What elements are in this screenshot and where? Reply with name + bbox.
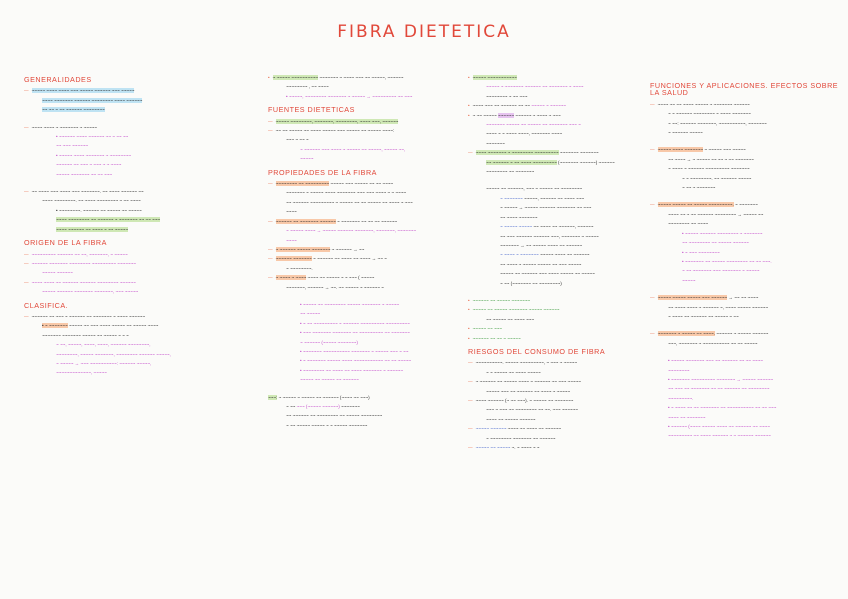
note-line: ~~~ ~ ~~ ~ — [286, 137, 309, 143]
note-line: ~~~~~ ~~ ~~~~~~ ~~~ ~~~~ ~~~~~ ~~ ~~~~~ — [500, 271, 595, 277]
note-line: ~~~~~~~~ ~ ~~ ~~~ — [486, 93, 528, 99]
note-line: — ~~~~~~ ~~ ~~~ ~ ~~~~~~ ~~ ~~~~~~~ ~ ~~~~ ~~~~~~ — [24, 313, 146, 319]
note-line: — ~ ~~~~ ~ ~~~~ ~~~~ ~~ ~~~~~ ~ ~ ~~~ ( ~~~~~ — [268, 275, 375, 281]
note-line: ~ ~~ (~~~~~~~ ~~ ~~~~~~~~) — [500, 280, 562, 286]
note-line: ~~~~~ — [300, 156, 314, 162]
note-line: ~~~~~~~~ ~~ ~~~~ — [668, 221, 709, 227]
note-line: ~~~~~ ~~~~~~ ~~~~~~~ ~~~~~~~, ~~~ ~~~~~ — [42, 289, 139, 295]
note-line: ~ ~~, ~~~~~, ~~~~, ~~~~, ~~~~~~ ~~~~~~~~, — [56, 342, 151, 348]
note-line: — ~~~~~~~ ~ ~~~~~ ~~ ~~~~. ~~~~~~ ~ ~~~~~ ~~~~~~ — [650, 331, 769, 337]
section-heading-clasifica: CLASIFICA. — [24, 300, 69, 310]
note-line: ~ ~~~~~~~~ ~~~~~~~ ~~ ~~~~~~ — [486, 435, 556, 441]
note-line: • ~ ~~~~ ~~ ~~ ~~~~~~~ ~~ ~~~~~~~~~~ ~~ ~~ ~~~ — [668, 405, 777, 411]
note-line: ~~ ~~~~ ~ ~~~~~ ~~~~~ ~~ ~~~ ~~~~~ — [500, 261, 582, 267]
note-line: — ~~~~ ~~ ~~ ~~~~ ~~~~~ ~ ~~~~~~~ ~~~~~~ — [650, 101, 750, 107]
note-line: — ~~~~~~ ~~~~~~~ ~~~~~~~~ ~~~~~~~~~ ~~~~~~~ — [24, 260, 136, 266]
note-line: • ~ ~~~~~ ~~~~~~~~~~ ~~~~~~~ ~ ~~~~ ~~~ ~~ ~~~~~, ~~~~~~ — [268, 75, 404, 80]
note-line: — ~~~~~~~~ ~~ ~~~~~~~~~ ~~~~~ ~~~ ~~~~~ ~~ ~~ ~~~~ — [268, 181, 394, 187]
note-line: ~~ ~~~~~~ ~~ ~~~~~~~~ ~~ ~~~~~ ~~~~~~~~ — [286, 413, 383, 419]
note-line: ~~ ~~~~~~ ~~~~~~~~~ ~ ~~~~~ ~~ ~~ ~~~~~ ~~ ~~~~ ~ ~~~ — [286, 199, 413, 205]
note-line: ~ ~~~~~~ ~~~~~ — [668, 130, 703, 136]
note-line: ~~~~~ ~ ~~~~~~~ ~~~~~~ ~~ ~~~~~~~ ~ ~~~~ — [486, 84, 584, 90]
note-line: • ~ ~~~ ~~~~~~~~ — [682, 249, 720, 255]
column-1 — [24, 70, 244, 379]
note-line: ~~~~ ~ ~ ~~~~ ~~~~, ~~~~~~~ ~~~~ — [486, 131, 563, 137]
note-line: ~~ ~~~~~ ~~ ~~~~ ~~~ — [486, 316, 535, 322]
note-line: ~~~~~~~~~ ~~ ~~~~ ~~~~~~ ~ ~ ~~~~~~ ~~~~~~ — [668, 433, 771, 439]
section-heading-generalidades: GENERALIDADES — [24, 75, 92, 84]
note-line: ~~ ~~~~ ~~~~~~~ — [500, 214, 538, 220]
note-line: ~~~~~ ~~~~~~~ ~~ ~~ ~~~ — [56, 171, 113, 177]
note-line: ~ ~~~~~ ~~~~~ ~~ ~~~~ ~~ ~~~~~~, ~~~~~~ — [500, 224, 594, 230]
note-line: ~~~ ~ ~~~ ~~ ~~~~~~~~ ~~ ~~. ~~~ ~~~~~~ — [486, 407, 578, 413]
note-line: ~~~~~~~ ~~~~~ ~~ ~~~~~ ~~ ~~~~~~~ ~~~ ~ — [486, 122, 581, 128]
section-heading-fuentes: FUENTES DIETETICAS — [268, 105, 355, 115]
column-2 — [268, 72, 468, 431]
note-line: — ~ ~~~~~~ ~~ ~~~~~ ~~~~ ~ ~~~~~~ ~~ ~~~ ~~~~~ — [468, 379, 581, 385]
note-line: — ~~~~ ~~~~~~~ ~ ~~~~~~~~ ~~~~~~~~~ ~~~~~~~ ~~~~~~~ — [468, 150, 599, 156]
note-line: ~~~~~ ~~~~~~ — [42, 270, 73, 276]
note-line: • ~~~~~ ~~ ~~~~~~~~ ~~~~~ ~~~~~~~ ~ ~~~~~ — [300, 301, 400, 307]
note-line: • ~ ~~ ~~~~~~~~~ ~ ~~~~~~ ~~~~~~~~~ ~~~~~~~~~ — [300, 320, 410, 326]
note-line: ~~~~ ~~~~~~ ~~ ~~~~ ~ ~~ ~~~~~ — [56, 226, 129, 232]
note-line: — ~~~~ ~~~~~~ (~ ~~ ~~~). ~ ~~~~~ ~~ ~~~~~~~ — [468, 398, 574, 403]
note-line: ~ ~~~~~ → ~~~~~ ~~~~~~ ~~~~~~~ ~~ ~~~ — [500, 205, 592, 211]
note-line: ~~~: ~ ~~~~~ ~ ~~~~~ ~~ ~~~~~~ (~~~~ ~~ ~~~) — [268, 394, 370, 400]
note-line: ~~~~ — [286, 209, 297, 215]
note-line: — ~~~~ ~~~~ ~~ ~~~~~~ ~~~~~~ ~~~~~~~~ ~~~~~~ — [24, 279, 136, 285]
note-line: ~ ~~: ~~~~~~ ~~~~~~~, ~~~~~~~~~~, ~~~~~~~ — [668, 120, 767, 126]
page-title: FIBRA DIETETICA — [337, 22, 511, 42]
note-line: — ~~~~~ ~~~~ ~~~~ ~~~ ~~~~~ ~~~~~~ ~~~ ~~~~~ — [24, 88, 135, 94]
note-line: ~~~, ~~~~~~~ ~ ~~~~~~~~~~ ~~ ~~ ~~~~~ — [668, 340, 758, 346]
note-line: • ~ ~~~~~~~ ~~~~~ ~~ ~~~ ~~~~ ~~~~~ ~~ ~~~~~ ~~~~ — [42, 323, 159, 329]
note-line: ~~~~~ ~~ ~~~~~ ~~ ~~~~~~ — [300, 377, 359, 383]
note-line: ~~~~ ~~~~~~~~ ~~ ~~~~~~ ~ ~~~~~~~ ~~ ~~ ~~~ — [56, 217, 161, 223]
note-line: ~ ~~~~ ~ ~~~~~~ ~~~~~~~~~ ~~~~~~~ — [668, 166, 750, 172]
note-line: • ~~~~~~~ ~~~~~~~~~~ ~~~~~~~ ~ ~~~~~ ~~~ ~ ~~ — [300, 348, 409, 354]
note-line: • ~~~~~~~~ ~~ ~~~~ ~~ ~~~~ ~~~~~~~ ~ ~~~~~~ — [300, 367, 404, 373]
note-line: ~~~~~~~ ~ ~~~~~ ~~~~ ~~~~~~~ ~~~ ~~~ ~~~~ ~ ~ ~~~~ — [286, 190, 407, 196]
note-line: ~~~~~~~~ — [668, 367, 690, 373]
note-line: ~~~~~~ ~~ ~~~ ~ ~~~ ~ ~ ~~~~ — [56, 162, 122, 168]
note-line: ~~ ~~~~ → ~ ~~~~~ ~~ ~~ ~ ~~ ~~~~~~~ — [668, 156, 754, 162]
note-line: ~~~~ ~~ ~ ~~ ~~~~~~ ~~~~~~~~ → ~~~~~ ~~ — [668, 211, 764, 217]
note-line: • ~~~~~~~ ~~ ~~~~~ ~~~~~~~~ ~~ ~~ ~~~. — [682, 258, 772, 264]
section-heading-riesgos: RIESGOS DEL CONSUMO DE FIBRA — [468, 346, 606, 356]
note-line: — ~~~~~ ~~~~~ ~~~~~ ~~~ ~~~~~~ → ~~ ~~ ~~~~ — [650, 295, 759, 301]
note-line: • ~~~~~~ ~~~~ ~~~~~~ ~~ ~ ~~ ~~ — [56, 134, 129, 140]
note-line: — ~~~~ ~~~~ ~ ~~~~~~~ ~ ~~~~~ — [24, 124, 97, 130]
note-line: ~ ~ ~~~~~~~~. ~~ ~~~~~~ ~~~~~ — [682, 175, 752, 181]
section-heading-propiedades: PROPIEDADES DE LA FIBRA — [268, 167, 377, 177]
note-line: • ~~~~~~ ~~ ~~ ~ ~~~~~ — [468, 335, 521, 341]
note-line: — ~~~~~ ~~ ~~~~~ ~. ~ ~~~~ ~ ~ — [468, 445, 540, 451]
note-line: — ~~ ~~ ~~~~~ ~~ ~~~~ ~~~~~ ~~~ ~~~~~ ~~ ~~~~~ ~~~~: — [268, 128, 395, 134]
column-4 — [650, 76, 840, 442]
note-line: ~ ~~~~ ~ ~~~~~~~ ~~~~~ ~~~~ ~~ ~~~~~~ — [500, 252, 590, 258]
note-line: ~ ~~~~~~ (~~~~~ ~~~~~~~) — [300, 339, 358, 345]
column-3 — [468, 72, 648, 453]
note-line: • ~ ~~ ~~~~~ ~~~~~~ ~~~~~~ ~ ~~~~ ~ ~~~ — [468, 112, 561, 118]
note-line: • ~~~~~ ~~~~~~ ~~~~~~~~ ~ ~~~~~~~ — [682, 230, 763, 236]
note-line: ~ ~~~~~ ~~~~ → ~~~~~ ~~~~~~ ~~~~~~~, ~~~~~~~, ~~~~~~~ — [286, 228, 417, 234]
note-line: — ~~~~~ ~~~~~~~~, ~~~~~~~, ~~~~~~~~, ~~~~ ~~~, ~~~~~~ — [268, 118, 399, 124]
note-line: ~~~~~~~~ ~~ ~~~~~~~ — [486, 169, 535, 175]
note-line: ~ ~~ ~~~ (~~~~~ ~~~~~~) ~~~~~~~ — [286, 404, 360, 409]
note-line: ~~ ~~~ ~~~~~~ ~~~~~~ ~~~, ~~~~~~~ ~ ~~~~~ — [500, 233, 599, 239]
note-line: ~ ~~~~~~~ ~~~~~, ~~~~~~ ~~ ~~~~ ~~~ — [500, 195, 585, 201]
note-line: • ~~~ ~~~~~~~ ~~~~~~~ ~~ ~~~~~~~~~ ~~ ~~~~~~~ — [300, 330, 410, 336]
note-line: — ~~~~~~ ~~ ~~~~~~~ ~~~~~~ ~ ~~~~~~~ ~~ ~~ ~~ ~~~~~~ — [268, 218, 398, 224]
note-line: • ~~~~~~~ ~~~~~~~~~ ~~~~~~~ → ~~~~~ ~~~~~~ — [668, 376, 774, 382]
note-line: • ~~~~~, ~~~~~~~~ ~~~~~~~ ~ ~~~~~ → ~~~~~~~~~ ~~ ~~~ — [286, 93, 413, 99]
note-line: ~~~~ ~~ ~~~~~ ~~~~~~ — [486, 416, 536, 422]
note-line: ~~ ~~~~~~~~ ~~ ~~~~~ ~~~~~~ — [682, 240, 749, 246]
section-heading-funciones: FUNCIONES Y APLICACIONES. EFECTOS SOBRE LA SALUD — [650, 81, 839, 98]
note-line: — ~~~~~~ ~~~~~~~ ~ ~~~~~~ ~~ ~~~~ ~~ ~~~~ → ~~ ~ — [268, 256, 387, 262]
note-line: — ~~~~~ ~~~~~ ~~ ~~~~~ ~~~~~~~~~. ~ ~~~~~~~ — [650, 202, 758, 208]
note-line: ~~~~~~~ — [486, 140, 505, 146]
note-line: ~~~~~ ~~ ~~~~~~, ~~~ ~ ~~~~~ ~~ ~~~~~~~~ — [486, 186, 583, 192]
note-line: ~ ~~ ~~~~~ ~~~~~ ~ ~ ~~~~~ ~~~~~~~ — [286, 422, 368, 428]
note-line: • ~~~~~ ~~~~~~~ ~~~ ~~ ~~~~~~ ~~ ~~ ~~~~ — [668, 358, 763, 364]
section-heading-origen: ORIGEN DE LA FIBRA — [24, 238, 107, 248]
note-line: ~~ ~~~~~ — [300, 311, 321, 317]
note-line: ~~ ~~~~ ~~~~ ~ ~~~~~~ ~, ~~~~ ~~~~~ ~~~~~~ — [668, 304, 769, 310]
note-line: — ~~~~~~~~~ ~~~~~~ ~~ ~~, ~~~~~~~, ~ ~~~~~ — [24, 251, 128, 257]
note-line: ~~ ~~~ ~~~~~~ — [56, 143, 89, 149]
note-line: ~~~~~~~~ , ~~ ~~~~ — [286, 84, 329, 90]
note-line: • ~~~~~ ~~~~~~~~~~~ — [468, 75, 517, 80]
note-line: ~~ ~~ ~ ~~ ~~~~~~ ~~~~~~~~ — [42, 107, 105, 113]
note-line: ~~~~ ~~~~~~~ ~~~~~~ ~~~~~~~~ ~~~~ ~~~~~~ — [42, 97, 143, 103]
note-line: • ~~~~ ~~~ ~~ ~~~~~~ ~~ ~~ ~~~~~ ~ ~~~~~~ — [468, 103, 566, 109]
note-line: — ~ ~~~~~~ ~~~~~ ~~~~~~~ ~ ~~~~~~ → ~~ — [268, 246, 365, 252]
note-line: ~~~~~ ~~~ ~~ ~~~~~~ ~~ ~~~~ ~ ~~~~~ — [486, 388, 571, 394]
note-line: ~ ~ ~~~~~~ ~~~~~~~~ ~ ~~~~ ~~~~~~~ — [668, 111, 751, 117]
note-line: — ~~~~~~~~~~. ~~~~~ ~~~~~~~~~, ~ ~~~ ~ ~~~~~ — [468, 360, 578, 366]
note-line: ~~~~ — [286, 237, 297, 243]
note-line: • ~~~~~ ~~~~ ~~~~~~~ ~ ~~~~~~~~ — [56, 152, 132, 158]
note-line: ~ ~~ ~ ~~~~~~~ — [682, 185, 716, 191]
note-line: • ~~~~~~ (~~~~ ~~~~~ ~~~~ ~~ ~~~~~~ ~~ ~~~~ — [668, 424, 770, 429]
note-line: ~ ~~ ~~~~~~~ ~~~ ~~~~~~~ ~ ~~~~~ — [682, 268, 760, 274]
note-line: • ~~~~~~ ~~ ~~~~~ ~~~~~~~ — [468, 297, 531, 303]
note-line: ~~~~ ~~ ~~~~~~~ — [668, 414, 706, 420]
note-line: ~~~~ ~~~~~~~~. ~~ ~~~~ ~~~~~~~~ ~ ~~ ~~~~ — [42, 198, 141, 204]
note-line: • ~ ~~~~~~~ ~~~~~ ~~~~ ~~~~~~~~~~~ ~~ ~~ ~~~~~ — [300, 358, 412, 364]
note-line: ~~~~~~~~~. — [668, 395, 694, 401]
note-line: ~ ~~~~~~~~. — [286, 265, 313, 271]
note-line: ~~ ~~~~~~ ~ ~~ ~~~~ ~~~~~~~~~ (~~~~~~~ ~~~~~~) ~~~~~~ — [486, 159, 615, 165]
note-line: ~ ~~~~~ → ~~~ ~~~~~~~~~~: ~~~~~~ ~~~~~, — [56, 360, 152, 366]
note-line: — ~~~~~ ~~~~~~ ~~~~ ~~ ~~~~ ~~ ~~~~~~ — [468, 426, 562, 432]
note-line: ~~ ~~~ ~~ ~~~~~~~ ~~ ~~ ~~~~~~ ~~ ~~~~~~~~ — [668, 386, 770, 392]
note-line: ~~~~~~~~~~~~~, ~~~~~ — [56, 370, 107, 376]
note-line: — ~~ ~~~~ ~~~ ~~~~ ~~~ ~~~~~~~. ~~ ~~~~ ~~~~~~ ~~ — [24, 189, 144, 195]
note-line: • ~~~~~~~~. ~~~~~~ ~~ ~~~~~ ~~ ~~~~~ — [56, 207, 142, 213]
note-line: ~~~~~~~~, ~~~~~ ~~~~~~~, ~~~~~~~~ ~~~~~~ ~~~~~, — [56, 351, 171, 357]
note-line: — ~~~~~ ~~~~ ~~~~~~~ ~ ~~~~~ ~~~ ~~~~~ — [650, 147, 746, 153]
note-line: ~ ~~~~~~ ~~~ ~~~~ ~ ~~~~~ ~~ ~~~~~, ~~~~~ ~~, — [300, 146, 406, 152]
note-line: • ~~~~~ ~~ ~~~~~ ~~~~~~~ ~~~~~ ~~~~~~ — [468, 307, 560, 313]
note-line: ~ ~~~~ ~~ ~~~~~~ ~~ ~~~~~ ~ ~~ — [668, 313, 739, 319]
note-line: • ~~~~~ ~~ ~~~ — [468, 326, 502, 332]
note-line: ~~~~~~~ → ~~ ~~~~~ ~~~~ ~~ ~~~~~~ — [500, 242, 583, 248]
note-line: ~~~~~~~, ~~~~~~ → ~~. ~~ ~~~~~ ~ ~~~~~~ ~ — [286, 284, 384, 290]
note-line: ~ ~ ~~~~~ ~~ ~~~~ ~~~~~ — [486, 369, 541, 375]
note-line: ~~~~~ — [682, 277, 696, 283]
note-line: ~~~~~~~ ~~~~~~~ ~~~~~ ~~ ~~~~~ ~ ~ ~ — [42, 332, 129, 338]
